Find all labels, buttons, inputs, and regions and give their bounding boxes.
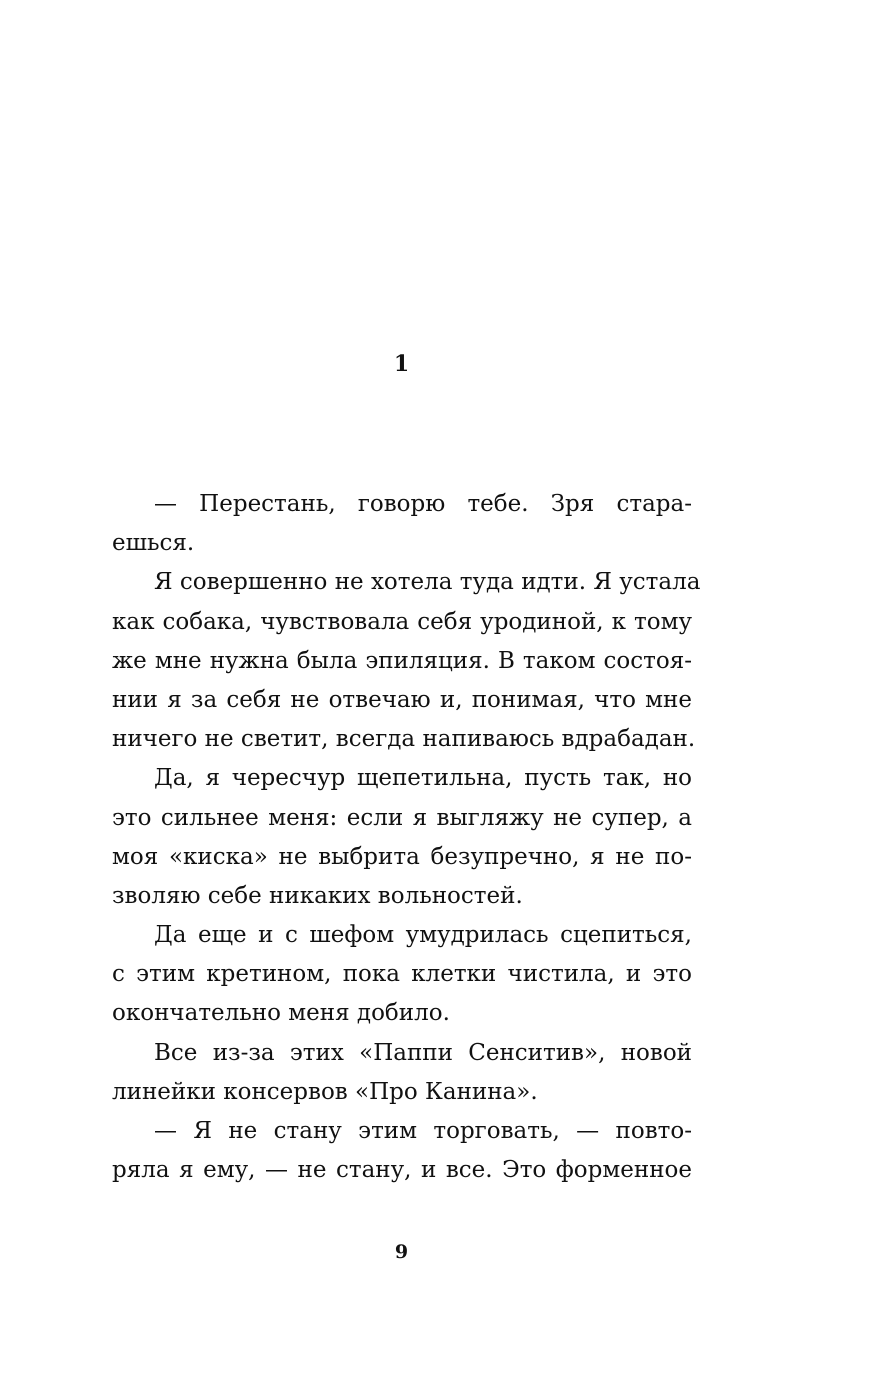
- body-text: [112, 485, 701, 1190]
- text-line: Да, я чересчур щепетильна, пусть так, но: [154, 765, 692, 792]
- text-line: ряла я ему, — не стану, и все. Это форменное: [112, 1157, 692, 1184]
- text-line: окончательно меня добило.: [112, 1000, 450, 1027]
- text-line: ешься.: [112, 530, 195, 557]
- text-line: — Перестань, говорю тебе. Зря стара-: [154, 491, 692, 517]
- text-line: зволяю себе никаких вольностей.: [112, 882, 523, 909]
- text-line: нии я за себя не отвечаю и, понимая, что мне: [112, 686, 692, 713]
- text-line: это сильнее меня: если я выгляжу не супер, а: [112, 804, 692, 831]
- text-line: с этим кретином, пока клетки чистила, и это: [112, 961, 692, 988]
- text-line: Да еще и с шефом умудрилась сцепиться,: [154, 922, 692, 949]
- text-line: же мне нужна была эпиляция. В таком состоя-: [112, 647, 692, 674]
- text-line: — Я не стану этим торговать, — повто-: [154, 1118, 692, 1144]
- text-line: Все из-за этих «Паппи Сенситив», новой: [154, 1039, 692, 1066]
- text-line: ничего не светит, всегда напиваюсь вдрабадан.: [112, 726, 696, 753]
- chapter-number: 1: [393, 351, 410, 377]
- text-line: линейки консервов «Про Канина».: [112, 1078, 538, 1105]
- text-line: моя «киска» не выбрита безупречно, я не по-: [112, 843, 692, 870]
- text-line: как собака, чувствовала себя уродиной, к тому: [112, 608, 692, 635]
- page-number: 9: [394, 1241, 409, 1263]
- text-line: Я совершенно не хотела туда идти. Я устала: [154, 569, 701, 596]
